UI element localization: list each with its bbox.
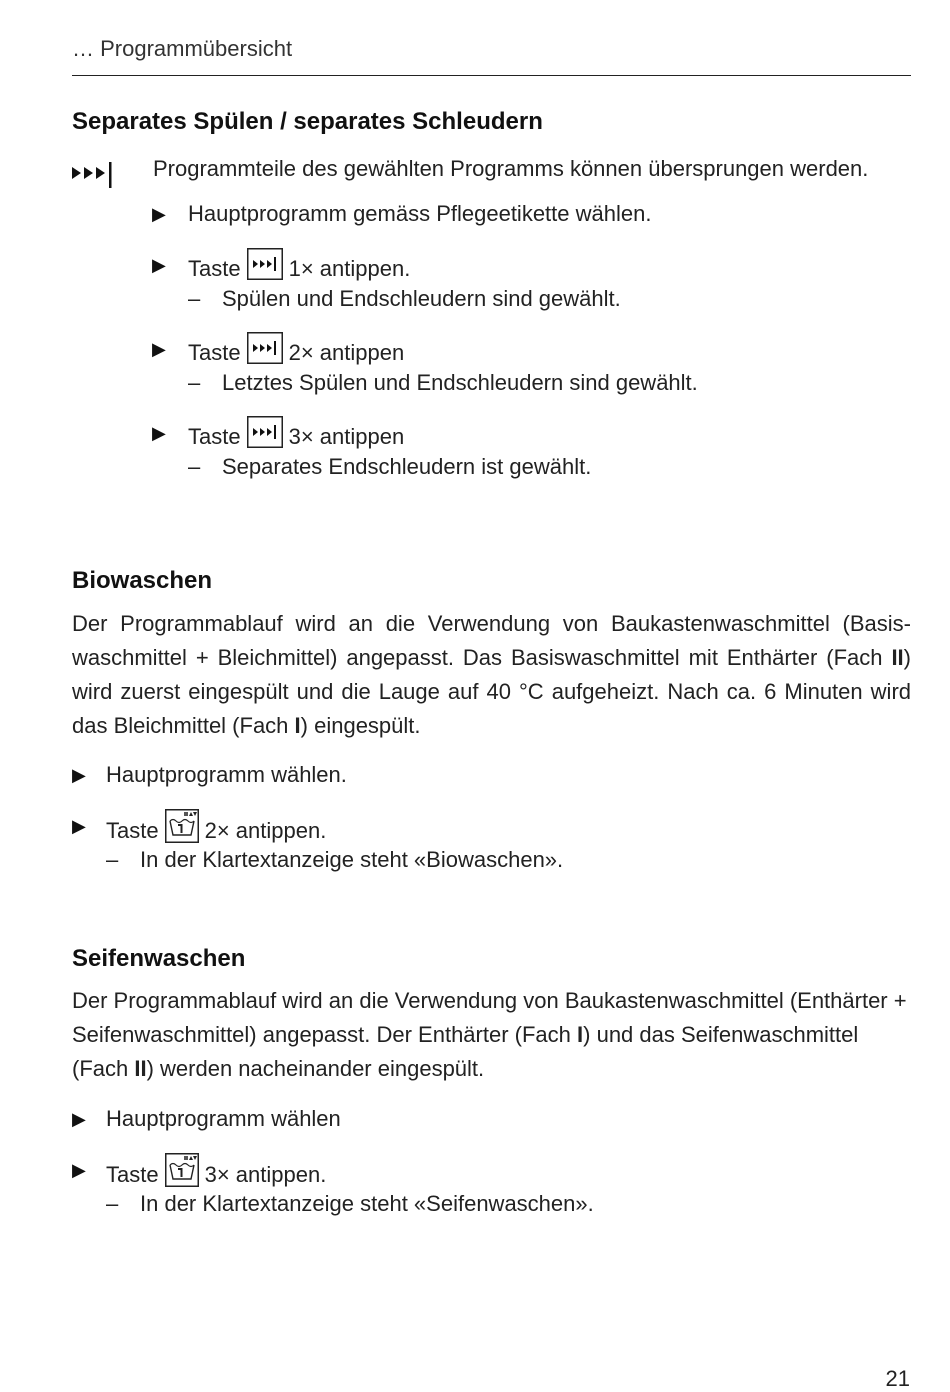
step-arrow-icon: ▶ [72,765,86,785]
step-action: 3× antippen [288,423,405,449]
skip-button-icon [247,416,283,456]
step-action: 2× antippen. [204,817,327,843]
skip-button-icon [247,332,283,372]
step-arrow-icon: ▶ [152,204,166,224]
section3-step1: Hauptprogramm wählen [106,1106,341,1131]
text-run: ) wird zuerst eingespült und die Lauge auf 40 °C aufgeheizt. Nach ca. 6 Minuten wird das Bleichmittel (Fach [72,645,911,738]
text-run: Der Programmablauf wird an die Verwendung von Baukastenwaschmittel (Enthärter + Seifenwaschmittel) angepasst. Der Enthärter (Fach [72,988,907,1047]
section2-step2-result: In der Klartextanzeige steht «Biowaschen». [140,847,564,872]
step-action: 3× antippen. [204,1161,327,1187]
step-arrow-icon: ▶ [72,1160,86,1180]
step-arrow-icon: ▶ [152,255,166,275]
section1-step3-result: Letztes Spülen und Endschleudern sind gewählt. [222,370,698,395]
step-label: Taste [188,423,241,449]
compartment-label: I [294,713,301,738]
section1-step4-result: Separates Endschleudern ist gewählt. [222,454,592,479]
compartment-label: II [891,645,904,670]
result-dash: – [188,286,201,311]
step-action: 1× antippen. [288,255,411,281]
section3-description [72,984,911,1086]
skip-forward-icon [72,158,124,192]
step-label: Taste [188,339,241,365]
step-label: Taste [106,817,159,843]
step-arrow-icon: ▶ [72,816,86,836]
result-dash: – [188,454,201,479]
section3-step2-result: In der Klartextanzeige steht «Seifenwaschen». [140,1191,594,1216]
section2-description [72,607,911,743]
text-run: ) werden nacheinander eingespült. [146,1056,485,1081]
section-title-seifenwaschen: Seifenwaschen [72,945,246,972]
step-arrow-icon: ▶ [152,339,166,359]
text-run: Der Programmablauf wird an die Verwendung von Baukastenwaschmittel (Basiswaschmittel + Bleichmittel) angepasst. Das Basiswaschmittel mit Enthärter (Fach [72,611,911,670]
result-dash: – [106,847,119,872]
step-label: Taste [106,1161,159,1187]
compartment-label: I [577,1022,584,1047]
section1-step1: Hauptprogramm gemäss Pflegeetikette wählen. [188,201,652,226]
section2-step1: Hauptprogramm wählen. [106,762,347,787]
text-run: ) eingespült. [300,713,421,738]
result-dash: – [106,1191,119,1216]
page-number: 21 [885,1366,910,1391]
step-arrow-icon: ▶ [152,423,166,443]
result-dash: – [188,370,201,395]
compartment-label: II [134,1056,147,1081]
section-title-separates-spuelen: Separates Spülen / separates Schleudern [72,108,543,135]
running-head: … Programmübersicht [72,36,293,61]
skip-button-icon [247,248,283,288]
section-title-biowaschen: Biowaschen [72,567,213,594]
section1-step2-result: Spülen und Endschleudern sind gewählt. [222,286,621,311]
step-action: 2× antippen [288,339,405,365]
text-run: ) und das Seifenwaschmittel [583,1022,859,1047]
header-rule [72,75,911,76]
section1-intro: Programmteile des gewählten Programms können übersprungen werden. [153,156,869,181]
step-arrow-icon: ▶ [72,1109,86,1129]
step-label: Taste [188,255,241,281]
text-run: (Fach [72,1056,135,1081]
